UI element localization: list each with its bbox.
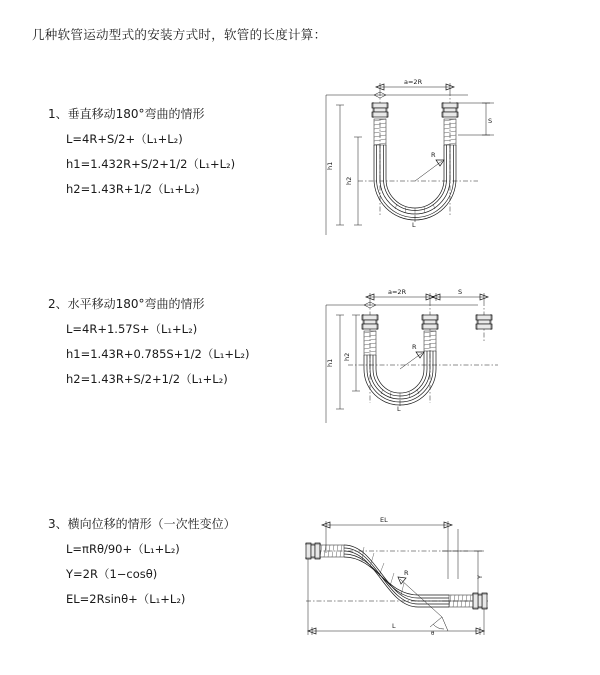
dim-label-s: S [488,117,493,125]
dim-label-a2r: a=2R [388,288,407,296]
dim-label-s: S [458,288,463,296]
dim-label-r: R [431,151,436,159]
formula-item: Y=2R（1−cosθ) [66,567,158,581]
dim-label-a2r: a=2R [404,78,423,86]
formula-item: h1=1.43R+0.785S+1/2（L₁+L₂) [66,347,250,361]
formula-item: h2=1.43R+1/2（L₁+L₂) [66,182,200,196]
formula-list [66,537,185,612]
page-title: 几种软管运动型式的安装方式时，软管的长度计算： [32,27,327,42]
dim-label-h1: h1 [326,358,334,367]
formula-item: L=πRθ/90+（L₁+L₂) [66,542,180,556]
dim-label-h2: h2 [343,352,351,361]
dim-label-h2: h2 [345,176,353,185]
vertical-180-bend-diagram [318,75,518,285]
lateral-offset-diagram [292,505,512,645]
formula-item: L=4R+S/2+（L₁+L₂) [66,132,183,146]
dim-label-y: Y [476,575,484,579]
section-heading: 1、垂直移动180°弯曲的情形 [48,107,205,121]
dim-label-l: L [412,221,416,229]
dim-label-r: R [412,343,417,351]
formula-list [66,127,235,202]
dim-label-l: L [397,405,401,413]
dim-label-theta: θ [431,631,435,637]
dim-label-el: EL [380,516,388,524]
formula-item: h1=1.432R+S/2+1/2（L₁+L₂) [66,157,236,171]
formula-item: h2=1.43R+S/2+1/2（L₁+L₂) [66,372,228,386]
section-heading: 2、水平移动180°弯曲的情形 [48,297,205,311]
section-heading: 3、横向位移的情形（一次性变位） [48,517,236,531]
dim-label-r: R [404,569,409,577]
formula-item: L=4R+1.57S+（L₁+L₂) [66,322,198,336]
horizontal-180-bend-diagram [318,283,518,463]
dim-label-l: L [392,622,396,630]
formula-list [66,317,250,392]
dim-label-h1: h1 [326,161,334,170]
formula-item: EL=2Rsinθ+（L₁+L₂) [66,592,186,606]
